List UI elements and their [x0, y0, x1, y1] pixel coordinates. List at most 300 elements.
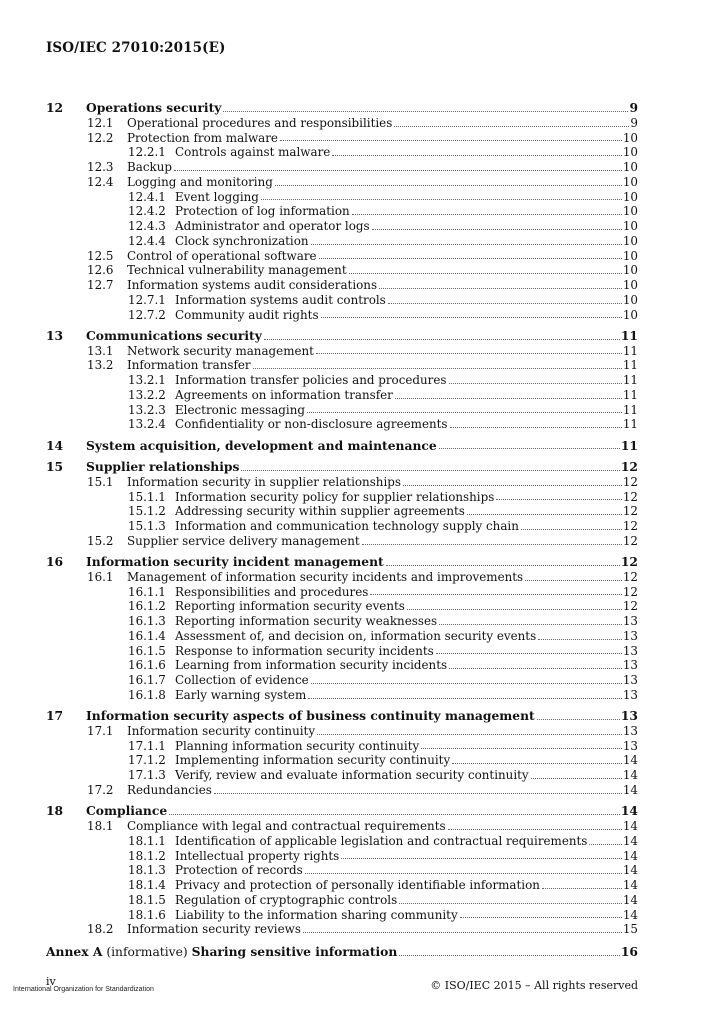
toc-title: Collection of evidence	[175, 673, 309, 688]
toc-entry-18-1-2[interactable]	[46, 849, 638, 864]
dot-leader	[394, 116, 629, 127]
toc-entry-17[interactable]	[46, 709, 638, 724]
toc-page-number: 10	[622, 160, 638, 174]
toc-page-number: 14	[622, 833, 638, 848]
toc-page-number: 12	[622, 519, 638, 534]
toc-title-line	[127, 131, 638, 146]
toc-title-line	[175, 293, 638, 308]
toc-entry-18-1-5[interactable]	[46, 893, 638, 908]
toc-page-number: 10	[622, 204, 638, 219]
toc-entry-12-1[interactable]	[46, 116, 638, 131]
toc-number: 12.4.3	[128, 219, 166, 233]
toc-number: 13.2.3	[128, 402, 166, 417]
toc-page-number: 13	[622, 723, 638, 738]
toc-title: Information security continuity	[127, 723, 316, 738]
toc-title: Addressing security within supplier agreements	[175, 504, 465, 519]
toc-entry-17-1-3[interactable]	[46, 768, 638, 783]
toc-page-number: 10	[622, 248, 638, 263]
toc-title-line	[86, 709, 638, 724]
toc-title-line	[175, 388, 638, 403]
dot-leader	[421, 739, 622, 750]
toc-page-number: 14	[622, 892, 638, 907]
toc-page-number: 12	[622, 569, 638, 584]
toc-number: 18.2	[87, 922, 114, 937]
toc-title: Compliance	[86, 803, 168, 819]
toc-entry-16-1-8[interactable]	[46, 688, 638, 703]
dot-leader	[174, 160, 622, 171]
toc-title: Response to information security incidents	[175, 643, 434, 658]
toc-title-line	[175, 629, 638, 644]
toc-number: 17.1.1	[128, 738, 166, 753]
toc-number: 16.1.1	[128, 584, 166, 599]
toc-number: 16	[46, 554, 64, 570]
toc-number: 12.7.1	[128, 292, 166, 307]
toc-title: Community audit rights	[175, 307, 319, 322]
toc-entry-16[interactable]	[46, 555, 638, 570]
toc-entry-13-2[interactable]	[46, 358, 638, 373]
document-id: ISO/IEC 27010:2015(E)	[46, 40, 226, 56]
toc-title-line	[86, 460, 638, 475]
toc-page-number: 10	[622, 219, 638, 233]
toc-page-number: 13	[622, 643, 638, 658]
toc-page-number: 12	[620, 459, 638, 475]
toc-page-number: 13	[622, 628, 638, 643]
toc-title-line	[86, 439, 638, 454]
dot-leader	[319, 249, 622, 260]
toc-entry-18-1[interactable]	[46, 819, 638, 834]
toc-number: 12.4	[87, 174, 114, 189]
toc-title-line	[175, 504, 638, 519]
toc-title-line	[175, 219, 638, 234]
dot-leader	[349, 263, 622, 274]
dot-leader	[439, 439, 620, 450]
toc-title-line	[86, 804, 638, 819]
toc-entry-12-7[interactable]	[46, 278, 638, 293]
dot-leader	[214, 783, 622, 794]
toc-entry-15-1-3[interactable]	[46, 519, 638, 534]
toc-entry-17-1-1[interactable]	[46, 739, 638, 754]
toc-title: Verify, review and evaluate information security continuity	[175, 768, 529, 783]
toc-number: 12	[46, 100, 64, 115]
dot-leader	[308, 688, 622, 699]
toc-title: Communications security	[86, 327, 262, 343]
toc-page-number: 15	[622, 922, 638, 937]
dot-leader	[589, 834, 621, 845]
toc-entry-18-2[interactable]	[46, 922, 638, 937]
toc-title-line	[175, 373, 638, 388]
toc-title: Network security management	[127, 343, 314, 358]
toc-page-number: 14	[622, 753, 638, 768]
toc-title: Regulation of cryptographic controls	[175, 892, 398, 907]
toc-number: 16.1.6	[128, 658, 166, 673]
toc-number: 17.1	[87, 723, 114, 738]
toc-entry-12-2-1[interactable]	[46, 145, 638, 160]
toc-page-number: 12	[620, 554, 638, 570]
toc-number: 13.2.2	[128, 387, 166, 402]
annex-label: Annex A	[46, 944, 103, 959]
toc-number: 16.1.5	[128, 643, 166, 658]
toc-title-line	[175, 190, 638, 205]
toc-title: Liability to the information sharing community	[175, 907, 458, 922]
toc-entry-16-1-2[interactable]	[46, 599, 638, 614]
toc-title: Management of information security incidents and improvements	[127, 569, 524, 584]
dot-leader	[341, 849, 622, 860]
toc-page-number: 11	[622, 417, 638, 432]
dot-leader	[449, 373, 622, 384]
toc-number: 18.1.1	[128, 833, 166, 848]
toc-title-line	[175, 403, 638, 418]
toc-page-number: 12	[622, 474, 638, 489]
dot-leader	[372, 219, 622, 230]
toc-entry-16-1-6[interactable]	[46, 658, 638, 673]
toc-number: 17.1.2	[128, 753, 166, 768]
toc-page-number: 9	[629, 100, 638, 115]
toc-number: 12.7.2	[128, 307, 166, 322]
toc-entry-annex-a[interactable]	[46, 944, 638, 960]
toc-title-line	[175, 768, 638, 783]
toc-title: Early warning system	[175, 687, 307, 702]
toc-entry-15[interactable]	[46, 460, 638, 475]
toc-title: Agreements on information transfer	[175, 387, 393, 402]
toc-page-number: 13	[622, 738, 638, 753]
dot-leader	[399, 944, 620, 956]
toc-number: 18.1.5	[128, 892, 166, 907]
toc-title-line	[175, 599, 638, 614]
toc-page-number: 11	[622, 387, 638, 402]
toc-title: Redundancies	[127, 782, 212, 797]
toc-entry-12-4-4[interactable]	[46, 234, 638, 249]
toc-entry-18-1-6[interactable]	[46, 908, 638, 923]
toc-number: 12.3	[87, 160, 114, 174]
toc-entry-13-2-2[interactable]	[46, 388, 638, 403]
toc-page-number: 9	[630, 115, 638, 130]
annex-page: 16	[620, 944, 638, 959]
toc-page-number: 14	[620, 803, 638, 819]
dot-leader	[439, 614, 622, 625]
toc-title: Supplier service delivery management	[127, 533, 360, 548]
toc-number: 13	[46, 327, 64, 343]
toc-number: 12.6	[87, 263, 114, 278]
dot-leader	[316, 344, 622, 355]
toc-title-line	[175, 644, 638, 659]
toc-page-number: 12	[622, 489, 638, 504]
toc-title-line	[127, 175, 638, 190]
toc-number: 16.1.7	[128, 673, 166, 688]
toc-page-number: 10	[622, 292, 638, 307]
dot-leader	[321, 308, 622, 319]
toc-title: Administrator and operator logs	[175, 219, 370, 233]
toc-title: Electronic messaging	[175, 402, 305, 417]
toc-title-line	[175, 204, 638, 219]
toc-page-number: 14	[622, 819, 638, 834]
toc-title: Backup	[127, 160, 172, 174]
annex-title: Sharing sensitive information	[191, 944, 398, 959]
toc-title-line	[175, 658, 638, 673]
dot-leader	[467, 504, 622, 515]
toc-number: 18.1.4	[128, 878, 166, 893]
toc-title: Event logging	[175, 189, 259, 204]
toc-entry-12-7-1[interactable]	[46, 293, 638, 308]
toc-title: Information and communication technology supply chain	[175, 519, 519, 534]
toc-entry-17-2[interactable]	[46, 783, 638, 798]
toc-page-number: 10	[622, 145, 638, 160]
dot-leader	[407, 599, 622, 610]
toc-page-number: 11	[622, 402, 638, 417]
toc-number: 15.2	[87, 533, 114, 548]
toc-title-line	[127, 922, 638, 937]
toc-title-line	[127, 160, 638, 175]
toc-title: Protection of log information	[175, 204, 350, 219]
toc-title-line	[175, 834, 638, 849]
dot-leader	[436, 644, 622, 655]
toc-page-number: 10	[622, 278, 638, 292]
toc-title: Technical vulnerability management	[127, 263, 347, 278]
toc-number: 18	[46, 803, 64, 819]
toc-page-number: 14	[622, 863, 638, 878]
toc-entry-16-1-7[interactable]	[46, 673, 638, 688]
toc-entry-18-1-4[interactable]	[46, 878, 638, 893]
toc-entry-13[interactable]	[46, 329, 638, 344]
toc-title: Planning information security continuity	[175, 738, 420, 753]
toc-number: 18.1.6	[128, 907, 166, 922]
toc-title-line	[127, 570, 638, 585]
toc-entry-18-1-3[interactable]	[46, 863, 638, 878]
toc-entry-17-1-2[interactable]	[46, 753, 638, 768]
dot-leader	[261, 190, 622, 201]
toc-entry-12-7-2[interactable]	[46, 308, 638, 323]
toc-number: 15.1	[87, 474, 114, 489]
toc-title-line	[175, 908, 638, 923]
toc-title: Identification of applicable legislation and contractual requirements	[175, 833, 588, 848]
dot-leader	[450, 417, 622, 428]
toc-number: 18.1.2	[128, 848, 166, 863]
toc-title-line	[127, 358, 638, 373]
dot-leader	[307, 403, 622, 414]
page-number: iv	[46, 975, 56, 988]
toc-title: Information systems audit controls	[175, 292, 386, 307]
dot-leader	[531, 768, 622, 779]
toc-title-line	[86, 101, 638, 116]
toc-title: Control of operational software	[127, 248, 317, 263]
toc-page-number: 10	[622, 233, 638, 248]
toc-title: Information security aspects of business continuity management	[86, 708, 535, 724]
dot-leader	[311, 234, 622, 245]
dot-leader	[370, 585, 622, 596]
toc-page-number: 13	[620, 708, 638, 724]
dot-leader	[542, 878, 622, 889]
dot-leader	[317, 724, 622, 735]
toc-title-line	[175, 308, 638, 323]
toc-entry-18[interactable]	[46, 804, 638, 819]
dot-leader	[521, 519, 622, 530]
toc-title-line	[127, 263, 638, 278]
toc-number: 18.1	[87, 819, 114, 834]
dot-leader	[379, 278, 622, 289]
toc-number: 12.2.1	[128, 145, 166, 160]
toc-page-number: 10	[622, 174, 638, 189]
toc-title: System acquisition, development and maintenance	[86, 437, 437, 453]
dot-leader	[305, 863, 622, 874]
dot-leader	[537, 709, 620, 720]
toc-page-number: 11	[622, 358, 638, 373]
dot-leader	[448, 819, 622, 830]
toc-number: 15	[46, 459, 64, 475]
toc-number: 16.1	[87, 569, 114, 584]
toc-page-number: 12	[622, 584, 638, 599]
toc-title: Information security incident management	[86, 554, 384, 570]
toc-title: Clock synchronization	[175, 233, 309, 248]
toc-title: Intellectual property rights	[175, 848, 340, 863]
toc-entry-17-1[interactable]	[46, 724, 638, 739]
toc-number: 12.7	[87, 278, 114, 292]
toc-entry-14[interactable]	[46, 439, 638, 454]
toc-page-number: 10	[622, 307, 638, 322]
toc-page-number: 14	[622, 848, 638, 863]
toc-number: 12.1	[87, 115, 114, 130]
dot-leader	[311, 673, 622, 684]
dot-leader	[449, 658, 622, 669]
toc-title: Responsibilities and procedures	[175, 584, 369, 599]
toc-title: Information security reviews	[127, 922, 301, 937]
toc-number: 14	[46, 437, 64, 453]
toc-number: 13.2	[87, 358, 114, 373]
toc-number: 17.2	[87, 782, 114, 797]
toc-entry-12[interactable]	[46, 101, 638, 116]
toc-title: Information security in supplier relationships	[127, 474, 401, 489]
toc-number: 16.1.8	[128, 687, 166, 702]
dot-leader	[538, 629, 622, 640]
toc-title: Confidentiality or non-disclosure agreements	[175, 417, 448, 432]
dot-leader	[275, 175, 622, 186]
toc-title-line	[175, 585, 638, 600]
toc-number: 12.5	[87, 248, 114, 263]
toc-entry-16-1-3[interactable]	[46, 614, 638, 629]
toc-number: 17	[46, 708, 64, 724]
toc-title-line	[175, 863, 638, 878]
toc-entry-15-1[interactable]	[46, 475, 638, 490]
toc-title-line	[175, 234, 638, 249]
toc-title: Learning from information security incidents	[175, 658, 448, 673]
toc-title: Implementing information security continuity	[175, 753, 451, 768]
toc-entry-12-4-2[interactable]	[46, 204, 638, 219]
toc-title-line	[175, 614, 638, 629]
toc-page-number: 14	[622, 878, 638, 893]
toc-entry-12-4[interactable]	[46, 175, 638, 190]
toc-title-line	[127, 278, 638, 293]
toc-entry-16-1-1[interactable]	[46, 585, 638, 600]
toc-entry-18-1-1[interactable]	[46, 834, 638, 849]
copyright-notice: © ISO/IEC 2015 – All rights reserved	[430, 979, 638, 992]
toc-entry-15-1-2[interactable]	[46, 504, 638, 519]
dot-leader	[403, 475, 622, 486]
dot-leader	[452, 753, 622, 764]
toc-title: Information transfer	[127, 358, 251, 373]
toc-entry-13-1[interactable]	[46, 344, 638, 359]
toc-number: 15.1.2	[128, 504, 166, 519]
toc-number: 12.4.2	[128, 204, 166, 219]
toc-title: Protection from malware	[127, 130, 278, 145]
toc-title: Operations security	[86, 100, 222, 115]
iso-organization-label: International Organization for Standardization	[13, 986, 154, 993]
toc-title-line	[127, 724, 638, 739]
toc-entry-12-4-3[interactable]	[46, 219, 638, 234]
toc-title-line	[175, 673, 638, 688]
toc-number: 13.2.1	[128, 373, 166, 388]
toc-page-number: 13	[622, 687, 638, 702]
toc-number: 13.1	[87, 343, 114, 358]
dot-leader	[496, 490, 622, 501]
dot-leader	[386, 555, 620, 566]
toc-entry-12-3[interactable]	[46, 160, 638, 175]
toc-page-number: 13	[622, 658, 638, 673]
toc-title-line	[175, 490, 638, 505]
toc-title-line	[127, 475, 638, 490]
toc-title: Information transfer policies and procedures	[175, 373, 447, 388]
dot-leader	[352, 204, 622, 215]
dot-leader	[169, 804, 620, 815]
toc-number: 12.4.1	[128, 189, 166, 204]
toc-title: Reporting information security weaknesses	[175, 614, 438, 629]
toc-title: Operational procedures and responsibilities	[127, 115, 393, 130]
toc-entry-15-2[interactable]	[46, 534, 638, 549]
toc-page-number: 11	[622, 343, 638, 358]
toc-entry-16-1-5[interactable]	[46, 644, 638, 659]
toc-title: Privacy and protection of personally identifiable information	[175, 878, 540, 893]
toc-entry-12-6[interactable]	[46, 263, 638, 278]
table-of-contents	[46, 101, 638, 937]
toc-number: 13.2.4	[128, 417, 166, 432]
toc-number: 18.1.3	[128, 863, 166, 878]
toc-entry-16-1[interactable]	[46, 570, 638, 585]
toc-number: 17.1.3	[128, 768, 166, 783]
toc-page-number: 12	[622, 599, 638, 614]
toc-title-line	[175, 688, 638, 703]
toc-page-number: 11	[622, 373, 638, 388]
dot-leader	[525, 570, 622, 581]
toc-entry-12-4-1[interactable]	[46, 190, 638, 205]
toc-page-number: 10	[622, 263, 638, 278]
toc-entry-13-2-3[interactable]	[46, 403, 638, 418]
toc-page-number: 10	[622, 130, 638, 145]
toc-entry-16-1-4[interactable]	[46, 629, 638, 644]
toc-title: Information systems audit considerations	[127, 278, 378, 292]
toc-title: Supplier relationships	[86, 459, 240, 475]
dot-leader	[460, 908, 622, 919]
toc-title: Protection of records	[175, 863, 303, 878]
toc-page-number: 11	[620, 437, 638, 453]
toc-entry-15-1-1[interactable]	[46, 490, 638, 505]
toc-title: Compliance with legal and contractual requirements	[127, 819, 446, 834]
dot-leader	[253, 358, 622, 369]
annex-qualifier: (informative)	[106, 945, 188, 959]
toc-entry-12-2[interactable]	[46, 131, 638, 146]
toc-entry-13-2-1[interactable]	[46, 373, 638, 388]
toc-page-number: 14	[622, 907, 638, 922]
toc-title-line	[127, 534, 638, 549]
toc-entry-12-5[interactable]	[46, 249, 638, 264]
toc-title-line	[175, 739, 638, 754]
toc-entry-13-2-4[interactable]	[46, 417, 638, 432]
dot-leader	[362, 534, 622, 545]
toc-title: Assessment of, and decision on, information security events	[175, 628, 537, 643]
dot-leader	[399, 893, 622, 904]
toc-page-number: 11	[620, 327, 638, 343]
dot-leader	[280, 131, 622, 142]
toc-number: 16.1.2	[128, 599, 166, 614]
toc-title-line	[86, 555, 638, 570]
dot-leader	[395, 388, 622, 399]
dot-leader	[264, 329, 620, 340]
